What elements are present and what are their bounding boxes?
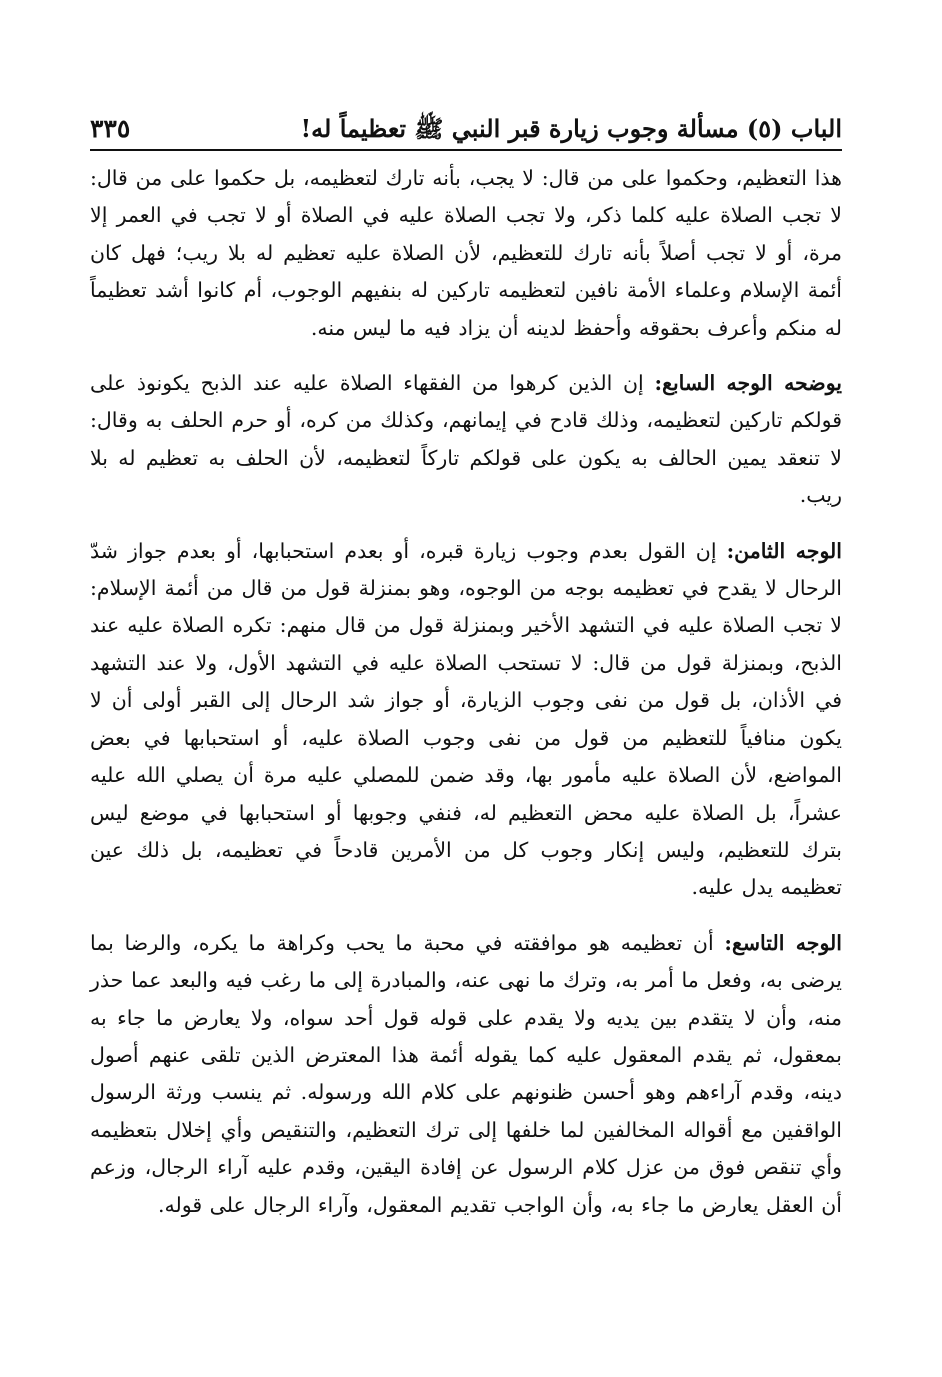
paragraph-lead: يوضحه الوجه السابع: [654,371,842,396]
paragraph-text: أن تعظيمه هو موافقته في محبة ما يحب وكراهة ما يكره، والرضا بما يرضى به، وفعل ما أمر به، وترك ما نهى عنه، والمبادرة إلى ما رغب فيه والبعد عما حذر منه، وأن لا يتقدم بين يديه ولا يقدم على قوله قول أحد سواه، ولا يعارض ما جاء به بمعقول، ثم يقدم المعقول عليه كما يقوله أئمة هذا المعترض الذين تلقى عنهم أصول دينه، وقدم آراءهم وهو أحسن ظنونهم على كلام الله ورسوله. ثم ينسب ورثة الرسول الواقفين مع أقواله المخالفين لما خلفها إلى ترك التعظيم، والتنقيص وأي إخلال بتعظيمه وأي تنقص فوق من عزل كلام الرسول عن إفادة اليقين، وقدم عليه آراء الرجال، وزعم أن العقل يعارض ما جاء به، وأن الواجب تقديم المعقول، وآراء الرجال على قوله. [90,930,842,1217]
paragraph-text: إن الذين كرهوا من الفقهاء الصلاة عليه عند الذبح يكونوذ على قولكم تاركين لتعظيمه، وذلك قادح في إيمانهم، وكذلك من كره، أو حرم الحلف به وقال: لا تنعقد يمين الحالف به يكون على قولكم تاركاً لتعظيمه، لأن الحلف به تعظيم له بلا ريب. [90,371,842,508]
paragraph-text: هذا التعظيم، وحكموا على من قال: لا يجب، بأنه تارك لتعظيمه، بل حكموا على من قال: لا تجب الصلاة عليه كلما ذكر، ولا تجب الصلاة عليه في الصلاة أو لا تجب في العمر إلا مرة، أو لا تجب أصلاً بأنه تارك للتعظيم، لأن الصلاة عليه تعظيم له بلا ريب؛ فهل كان أئمة الإسلام وعلماء الأمة نافين لتعظيمه تاركين له بنفيهم الوجوب، أم كانوا أشد تعظيماً له منكم وأعرف بحقوقه وأحفظ لدينه أن يزاد فيه ما ليس منه. [90,166,842,340]
running-header [90,108,842,144]
paragraph-continuation [90,160,842,347]
page-number: ٣٣٥ [90,114,131,143]
paragraph-seventh-aspect [90,365,842,515]
paragraph-eighth-aspect [90,533,842,907]
paragraph-lead: الوجه التاسع: [724,930,842,955]
paragraph-ninth-aspect [90,925,842,1224]
chapter-title: الباب (٥) مسألة وجوب زيارة قبر النبي ﷺ تعظيماً له! [300,114,842,143]
paragraph-text: إن القول بعدم وجوب زيارة قبره، أو بعدم استحبابها، أو بعدم جواز شدّ الرحال لا يقدح في تعظيمه بوجه من الوجوه، وهو بمنزلة قول من قال من أئمة الإسلام: لا تجب الصلاة عليه في التشهد الأخير وبمنزلة قول من قال منهم: تكره الصلاة عليه عند الذبح، وبمنزلة قول من قال: لا تستحب الصلاة عليه في التشهد الأول، ولا عند التشهد في الأذان، بل قول من نفى وجوب الزيارة، أو جواز شد الرحال إلى القبر أولى أن لا يكون منافياً للتعظيم من قول من نفى وجوب الصلاة عليه، أو استحبابها في بعض المواضع، لأن الصلاة عليه مأمور بها، وقد ضمن للمصلي عليه مرة أن يصلي الله عليه عشراً، بل الصلاة عليه محض التعظيم له، فنفي وجوبها أو استحبابها في موضع ليس بترك للتعظيم، وليس إنكار وجوب كل من الأمرين قادحاً في تعظيمه، بل ذلك عين تعظيمه يدل عليه. [90,538,842,900]
paragraph-lead: الوجه الثامن: [726,538,842,563]
header-rule [90,149,842,151]
page-body [90,160,842,1224]
